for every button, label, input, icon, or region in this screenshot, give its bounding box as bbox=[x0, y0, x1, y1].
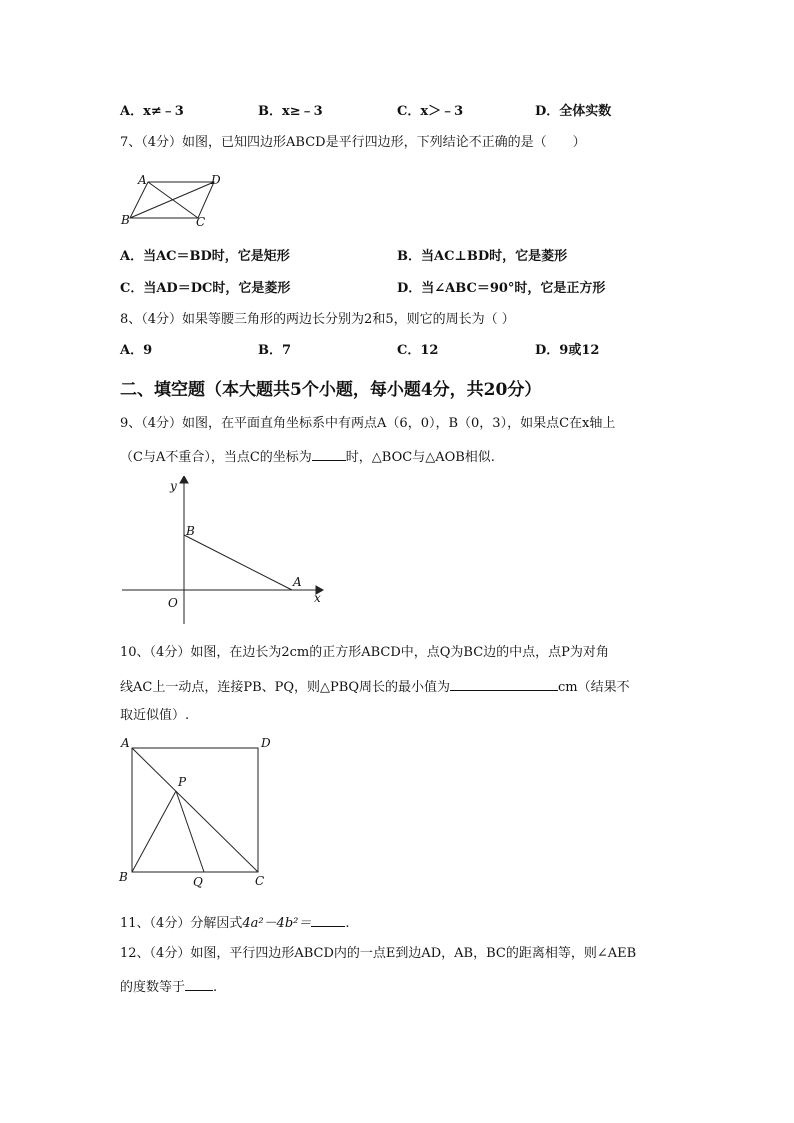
diagonal-ac bbox=[132, 748, 258, 872]
label-b: B bbox=[119, 870, 128, 884]
segment-pq bbox=[176, 791, 204, 872]
label-y: y bbox=[170, 479, 177, 493]
label-b: B bbox=[121, 213, 130, 227]
q9-line2-pre: （C与A不重合），当点C的坐标为 bbox=[120, 450, 312, 465]
label-c: C bbox=[255, 874, 265, 888]
q6-option-c: C．x＞﹣3 bbox=[397, 104, 464, 119]
label-d: D bbox=[211, 173, 221, 187]
label-q: Q bbox=[193, 875, 203, 889]
label-a: A bbox=[121, 736, 130, 750]
q7-stem: 7、（4分）如图，已知四边形ABCD是平行四边形，下列结论不正确的是（ ） bbox=[120, 135, 586, 150]
q7-parallelogram-figure bbox=[118, 168, 228, 228]
segment-pb bbox=[132, 791, 176, 872]
q12-line2-pre: 的度数等于 bbox=[120, 980, 186, 995]
q9-line2 bbox=[120, 446, 495, 467]
q11-expression: 4a²－4b²＝ bbox=[242, 916, 312, 931]
section-title: 二、填空题（本大题共5个小题，每小题4分，共20分） bbox=[120, 380, 542, 400]
segment-ab bbox=[184, 535, 292, 590]
q12-answer-blank[interactable] bbox=[185, 976, 213, 991]
q7-option-a: A．当AC＝BD时，它是矩形 bbox=[120, 249, 290, 264]
q12-line2-post: . bbox=[213, 980, 218, 995]
q9-answer-blank[interactable] bbox=[312, 446, 346, 461]
q11-line bbox=[120, 912, 350, 933]
q6-option-b: B．x≥﹣3 bbox=[258, 104, 323, 119]
q8-option-d: D．9或12 bbox=[535, 343, 600, 358]
q7-option-d: D．当∠ABC＝90°时，它是正方形 bbox=[397, 281, 606, 296]
label-x: x bbox=[314, 591, 321, 605]
q10-line2 bbox=[120, 676, 630, 697]
label-p: P bbox=[178, 775, 187, 789]
q9-coordinate-figure bbox=[118, 476, 330, 626]
label-c: C bbox=[196, 215, 206, 228]
q10-line1: 10、（4分）如图，在边长为2cm的正方形ABCD中，点Q为BC边的中点，点P为对角 bbox=[120, 645, 609, 660]
q9-line1: 9、（4分）如图，在平面直角坐标系中有两点A（6，0），B（0，3），如果点C在x轴上 bbox=[120, 416, 616, 431]
q12-line2 bbox=[120, 976, 217, 997]
q11-answer-blank[interactable] bbox=[311, 912, 345, 927]
y-axis-arrow bbox=[180, 476, 188, 483]
label-a: A bbox=[293, 575, 302, 589]
q7-option-c: C．当AD＝DC时，它是菱形 bbox=[120, 281, 291, 296]
q10-answer-blank[interactable] bbox=[450, 676, 558, 691]
q6-option-a: A．x≠﹣3 bbox=[120, 104, 184, 119]
label-a: A bbox=[138, 173, 147, 187]
q11-pre: 11、（4分）分解因式 bbox=[120, 916, 243, 931]
q11-post: . bbox=[345, 916, 350, 931]
q10-line2-post: cm（结果不 bbox=[558, 680, 630, 695]
q9-line2-post: 时，△BOC与△AOB相似. bbox=[345, 450, 495, 465]
q8-option-a: A．9 bbox=[120, 343, 153, 358]
q10-line2-pre: 线AC上一动点，连接PB、PQ，则△PBQ周长的最小值为 bbox=[120, 680, 450, 695]
q12-line1: 12、（4分）如图，平行四边形ABCD内的一点E到边AD，AB，BC的距离相等，则∠AEB bbox=[120, 946, 637, 961]
q8-stem: 8、（4分）如果等腰三角形的两边长分别为2和5，则它的周长为（ ） bbox=[120, 312, 515, 327]
q8-option-c: C．12 bbox=[397, 343, 439, 358]
q10-line3: 取近似值）. bbox=[120, 708, 190, 723]
label-o: O bbox=[168, 596, 178, 610]
label-d: D bbox=[261, 736, 271, 750]
diagonal-bd bbox=[130, 182, 214, 218]
q7-option-b: B．当AC⊥BD时，它是菱形 bbox=[397, 249, 568, 264]
q6-option-d: D．全体实数 bbox=[535, 104, 612, 119]
q8-option-b: B．7 bbox=[258, 343, 292, 358]
q10-square-figure bbox=[116, 734, 276, 890]
label-b: B bbox=[186, 524, 195, 538]
